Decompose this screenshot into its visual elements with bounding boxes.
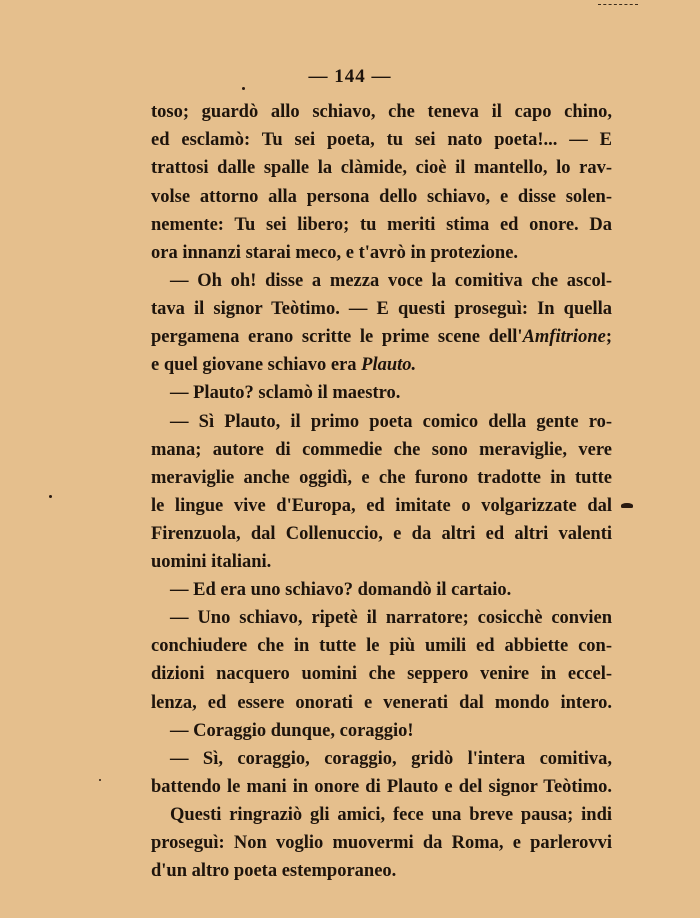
text-line: — Coraggio dunque, coraggio! xyxy=(170,721,414,741)
text-line: volse attorno alla persona dello schiavo, e disse solen- xyxy=(151,187,612,207)
text-line: mana; autore di commedie che sono meraviglie, vere xyxy=(151,440,612,460)
text-line: dizioni nacquero uomini che seppero venire in eccel- xyxy=(151,664,612,684)
speck-mark xyxy=(99,779,101,781)
text-line: — Uno schiavo, ripetè il narratore; cosicchè convien xyxy=(170,608,612,628)
italic-title: Amfitrione xyxy=(522,327,606,347)
text-line: nemente: Tu sei libero; tu meriti stima ed onore. Da xyxy=(151,215,612,235)
text-line: meraviglie anche oggidì, e che furono tradotte in tutte xyxy=(151,468,612,488)
text-line: Firenzuola, dal Collenuccio, e da altri ed altri valenti xyxy=(151,524,612,544)
text-line: ed esclamò: Tu sei poeta, tu sei nato poeta!... — E xyxy=(151,130,612,150)
page-number: — 144 — xyxy=(308,66,392,87)
text-line: — Plauto? sclamò il maestro. xyxy=(170,383,401,403)
speck-mark xyxy=(49,495,52,498)
text-line: uomini italiani. xyxy=(151,552,272,572)
italic-name: Plauto. xyxy=(361,355,417,375)
text-line: battendo le mani in onore di Plauto e del signor Teòtimo. xyxy=(151,777,612,797)
text-line: lenza, ed essere onorati e venerati dal mondo intero. xyxy=(151,693,612,713)
text-line: d'un altro poeta estemporaneo. xyxy=(151,861,397,881)
margin-mark xyxy=(621,503,633,508)
text-line: — Ed era uno schiavo? domandò il cartaio. xyxy=(170,580,512,600)
text-line xyxy=(151,351,612,379)
text-line xyxy=(151,323,612,351)
speck-mark xyxy=(242,87,245,90)
text-line: — Sì, coraggio, coraggio, gridò l'intera comitiva, xyxy=(170,749,612,769)
text-line: tava il signor Teòtimo. — E questi proseguì: In quella xyxy=(151,299,612,319)
text-line: ora innanzi starai meco, e t'avrò in protezione. xyxy=(151,243,519,263)
text-line: conchiudere che in tutte le più umili ed abbiette con- xyxy=(151,636,612,656)
text-line: trattosi dalle spalle la clàmide, cioè il mantello, lo rav- xyxy=(151,158,612,178)
text-span: ; xyxy=(605,327,612,347)
text-span: pergamena erano scritte le prime scene dell' xyxy=(151,327,523,347)
text-line: Questi ringraziò gli amici, fece una breve pausa; indi xyxy=(170,805,612,825)
edge-mark xyxy=(598,4,638,6)
text-span: e quel giovane schiavo era xyxy=(151,355,362,375)
text-line: toso; guardò allo schiavo, che teneva il capo chino, xyxy=(151,102,612,122)
text-line: proseguì: Non voglio muovermi da Roma, e parlerovvi xyxy=(151,833,612,853)
text-line: — Sì Plauto, il primo poeta comico della gente ro- xyxy=(170,412,612,432)
text-line: le lingue vive d'Europa, ed imitate o volgarizzate dal xyxy=(151,496,612,516)
text-line: — Oh oh! disse a mezza voce la comitiva che ascol- xyxy=(170,271,612,291)
